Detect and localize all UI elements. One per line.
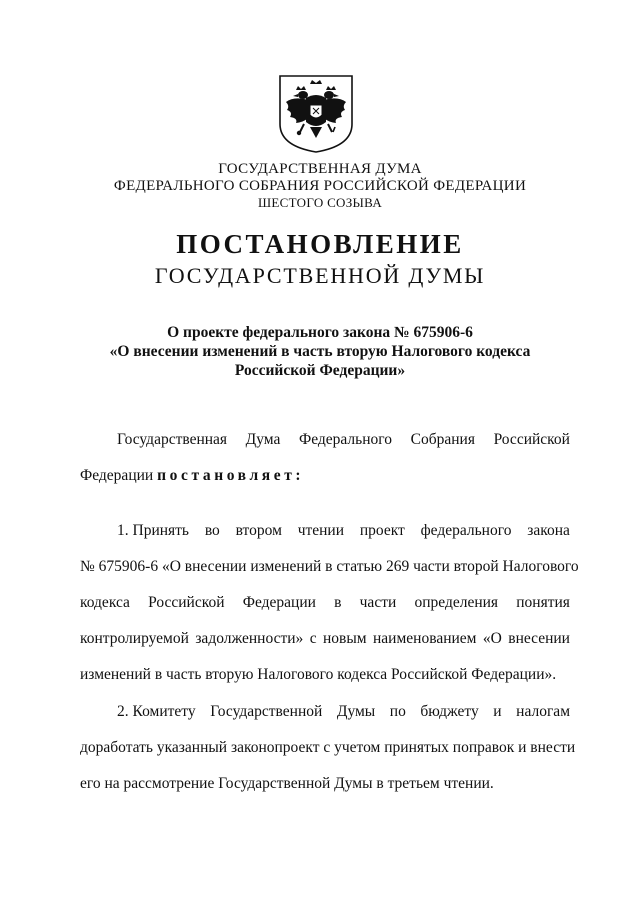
preamble-word: Собрания bbox=[410, 431, 475, 448]
preamble-line-1 bbox=[117, 431, 570, 449]
item-1-word: кодекса bbox=[80, 594, 130, 611]
preamble-word: Государственная bbox=[117, 431, 228, 448]
item-1-word: новым bbox=[323, 630, 367, 647]
issuer-line-2: ФЕДЕРАЛЬНОГО СОБРАНИЯ РОССИЙСКОЙ ФЕДЕРАЦИИ bbox=[113, 178, 527, 194]
item-1-line-3 bbox=[80, 594, 570, 612]
item-2-word: Думы bbox=[336, 703, 376, 720]
item-1-word: федерального bbox=[420, 522, 512, 539]
document-author-heading: ГОСУДАРСТВЕННОЙ ДУМЫ bbox=[154, 263, 486, 288]
issuer-line-3: ШЕСТОГО СОЗЫВА bbox=[257, 195, 383, 210]
item-2-line-2: доработать указанный законопроект с учетом принятых поправок и внести bbox=[80, 739, 576, 756]
item-1-word: с bbox=[309, 630, 317, 647]
document-subject bbox=[0, 323, 640, 380]
item-1-word: контролируемой bbox=[80, 630, 189, 647]
item-2-word: по bbox=[389, 703, 406, 720]
item-1-line-1 bbox=[117, 522, 570, 540]
item-2-word: и bbox=[493, 703, 502, 720]
item-1-word: в bbox=[334, 594, 342, 611]
item-1-word: части bbox=[359, 594, 397, 611]
item-1-word: во bbox=[204, 522, 220, 539]
item-1-word: Российской bbox=[148, 594, 225, 611]
double-headed-eagle-icon bbox=[274, 72, 358, 154]
item-1-word: понятия bbox=[516, 594, 570, 611]
preamble-verb: постановляет: bbox=[157, 467, 305, 484]
preamble-word: Дума bbox=[245, 431, 281, 448]
item-1-word: Федерации bbox=[242, 594, 316, 611]
subject-line-3: Российской Федерации» bbox=[234, 362, 406, 379]
item-1-word: определения bbox=[414, 594, 499, 611]
item-1-word: закона bbox=[527, 522, 570, 539]
item-1-word: наименованием bbox=[373, 630, 477, 647]
document-type-heading: ПОСТАНОВЛЕНИЕ bbox=[176, 229, 464, 259]
subject-line-1: О проекте федерального закона № 675906-6 bbox=[167, 324, 473, 341]
item-1-word: задолженности» bbox=[195, 630, 304, 647]
item-2-line-3: его на рассмотрение Государственной Думы в третьем чтении. bbox=[80, 775, 494, 792]
preamble-word: Российской bbox=[493, 431, 570, 448]
item-1-word: внесении bbox=[508, 630, 570, 647]
item-1-line-2: № 675906-6 «О внесении изменений в статью 269 части второй Налогового bbox=[80, 558, 579, 575]
subject-line-2: «О внесении изменений в часть вторую Налогового кодекса bbox=[109, 343, 531, 360]
item-2-word: бюджету bbox=[420, 703, 479, 720]
item-1-line-4 bbox=[80, 630, 570, 648]
preamble-prefix: Федерации bbox=[80, 467, 154, 484]
item-2-word: Государственной bbox=[210, 703, 323, 720]
item-1-word: 1. Принять bbox=[117, 522, 190, 539]
item-1-word: проект bbox=[359, 522, 405, 539]
preamble-line-2 bbox=[80, 467, 304, 485]
item-1-word: втором bbox=[235, 522, 282, 539]
issuer-line-1: ГОСУДАРСТВЕННАЯ ДУМА bbox=[218, 161, 422, 177]
item-2-word: 2. Комитету bbox=[117, 703, 196, 720]
preamble-word: Федерального bbox=[298, 431, 393, 448]
item-2-word: налогам bbox=[516, 703, 570, 720]
item-1-line-5: изменений в часть вторую Налогового кодекса Российской Федерации». bbox=[80, 666, 557, 683]
item-1-word: чтении bbox=[297, 522, 345, 539]
item-1-word: «О bbox=[482, 630, 502, 647]
coat-of-arms-emblem bbox=[274, 72, 358, 154]
item-2-line-1 bbox=[117, 703, 570, 721]
